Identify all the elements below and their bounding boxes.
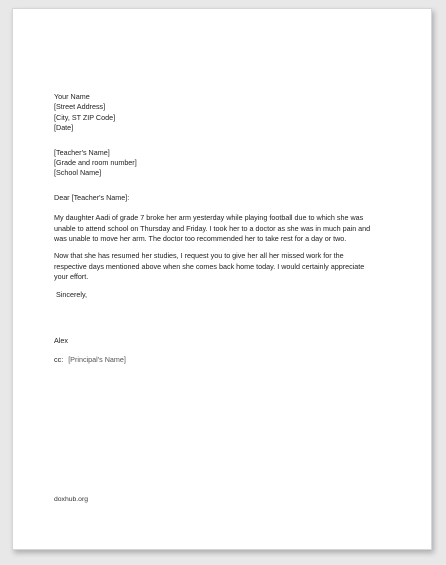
recipient-block [54,148,374,179]
sender-date: [Date] [54,123,74,133]
sender-city: [City, ST ZIP Code] [54,112,116,122]
signature-name: Alex [54,336,68,346]
cc-line [54,355,374,365]
salutation: Dear [Teacher's Name]: [54,192,130,202]
closing: Sincerely, [56,289,88,299]
recipient-school: [School Name] [54,168,102,178]
cc-label: cc: [54,354,64,364]
recipient-name: [Teacher's Name] [54,147,110,157]
footer-source: doxhub.org [54,496,89,503]
sender-street: [Street Address] [54,102,106,112]
cc-name: [Principal's Name] [68,354,126,364]
recipient-grade-room: [Grade and room number] [54,158,137,168]
letter-content [54,92,374,365]
body-paragraph-1: My daughter Aadi of grade 7 broke her arm yesterday while playing football due to which she was unable to attend school on Thursday and Friday. I took her to a doctor as she was in much pain and was unable to move her arm. The doctor too recommended her to take rest for a day or two. [54,213,371,244]
sender-name: Your Name [54,92,90,101]
body-paragraph-2: Now that she has resumed her studies, I request you to give her all her missed work for the respective days mentioned above when she comes back home today. I would certainly appreciate your effort. [54,251,365,282]
sender-block [54,92,374,134]
